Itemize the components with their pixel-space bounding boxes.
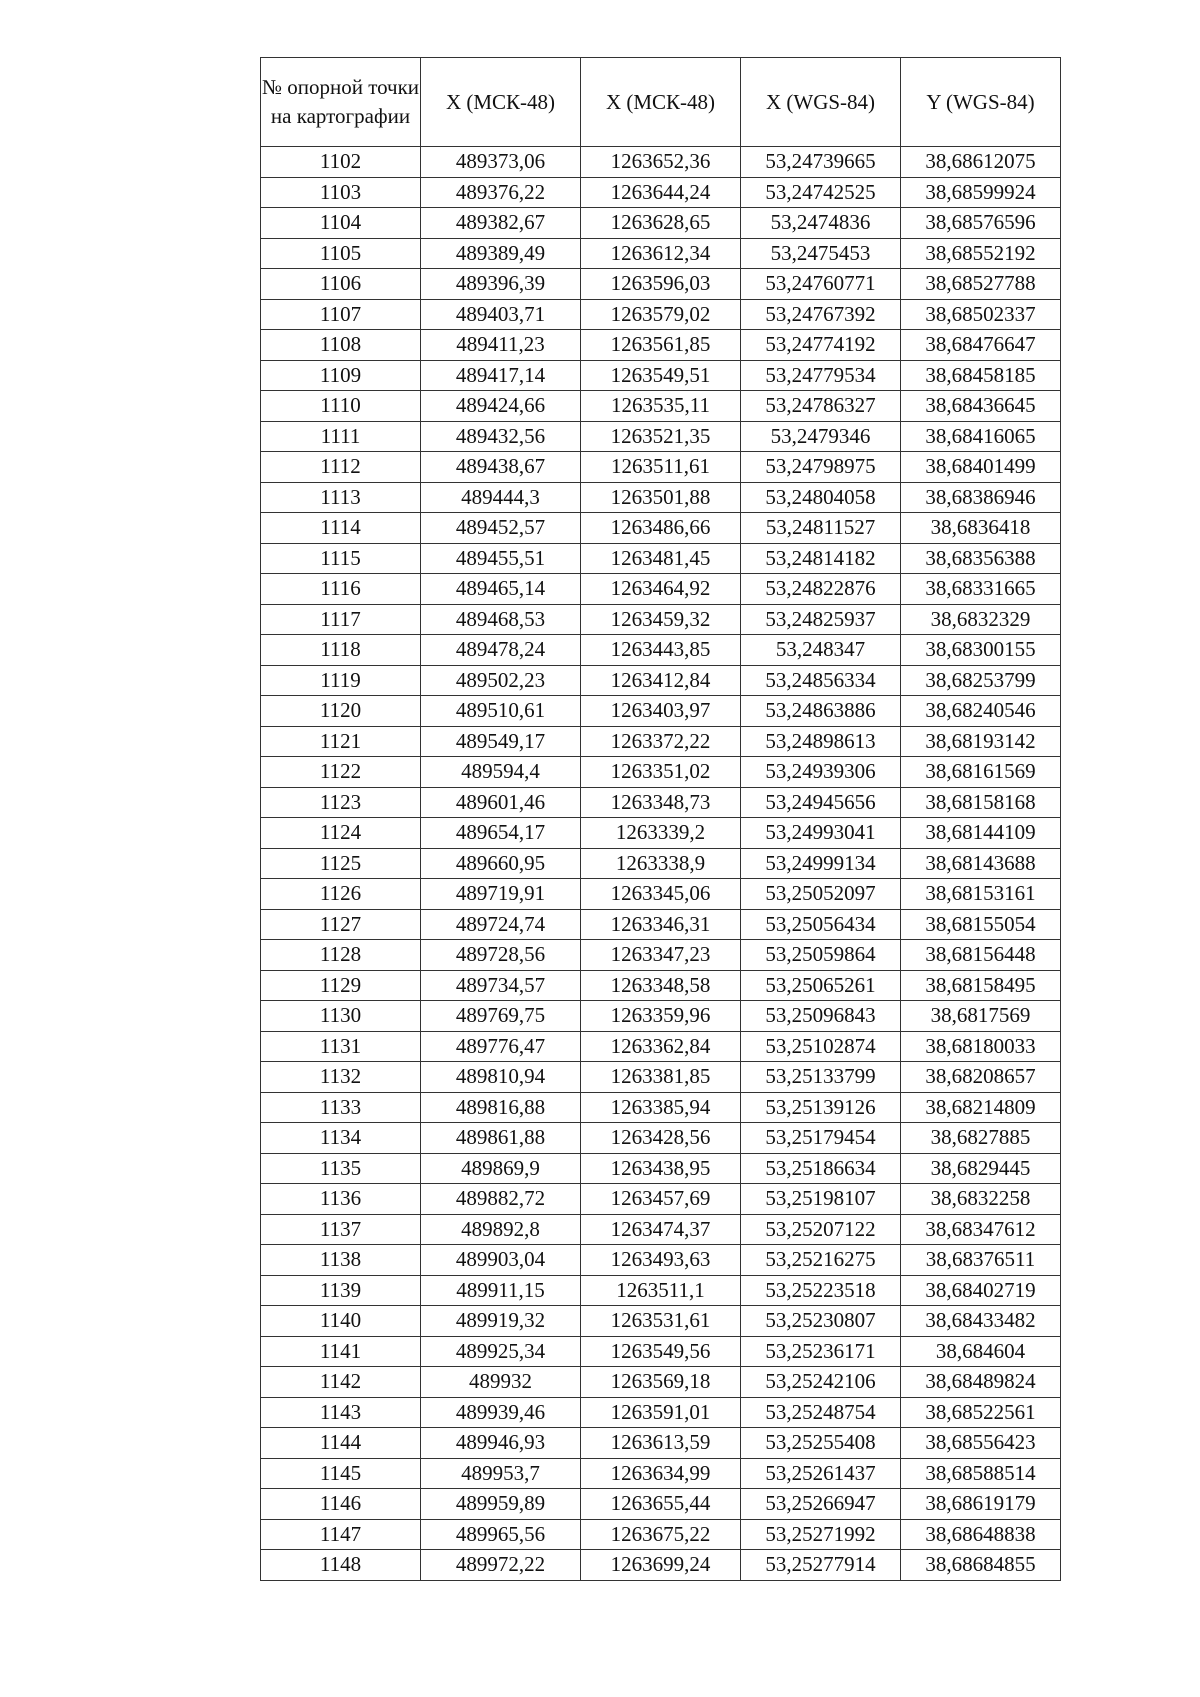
cell-y-wgs84: 38,68648838 — [901, 1519, 1061, 1550]
cell-x-wgs84: 53,25266947 — [741, 1489, 901, 1520]
cell-x-msk48-second: 1263345,06 — [581, 879, 741, 910]
cell-y-wgs84: 38,68331665 — [901, 574, 1061, 605]
cell-point-number: 1143 — [261, 1397, 421, 1428]
cell-point-number: 1137 — [261, 1214, 421, 1245]
cell-x-wgs84: 53,24999134 — [741, 848, 901, 879]
cell-x-msk48: 489972,22 — [421, 1550, 581, 1581]
cell-point-number: 1104 — [261, 208, 421, 239]
cell-x-wgs84: 53,25277914 — [741, 1550, 901, 1581]
cell-y-wgs84: 38,68502337 — [901, 299, 1061, 330]
cell-x-msk48: 489776,47 — [421, 1031, 581, 1062]
cell-x-msk48-second: 1263535,11 — [581, 391, 741, 422]
cell-point-number: 1130 — [261, 1001, 421, 1032]
cell-x-msk48: 489911,15 — [421, 1275, 581, 1306]
cell-x-msk48-second: 1263346,31 — [581, 909, 741, 940]
cell-y-wgs84: 38,68208657 — [901, 1062, 1061, 1093]
cell-x-msk48-second: 1263493,63 — [581, 1245, 741, 1276]
header-y-wgs84: Y (WGS-84) — [901, 58, 1061, 147]
cell-point-number: 1144 — [261, 1428, 421, 1459]
cell-y-wgs84: 38,68193142 — [901, 726, 1061, 757]
table-row — [261, 1336, 1061, 1367]
cell-x-msk48-second: 1263596,03 — [581, 269, 741, 300]
cell-x-msk48-second: 1263362,84 — [581, 1031, 741, 1062]
cell-x-wgs84: 53,25261437 — [741, 1458, 901, 1489]
cell-y-wgs84: 38,6829445 — [901, 1153, 1061, 1184]
table-row — [261, 1519, 1061, 1550]
cell-x-msk48: 489932 — [421, 1367, 581, 1398]
cell-point-number: 1119 — [261, 665, 421, 696]
cell-y-wgs84: 38,6827885 — [901, 1123, 1061, 1154]
table-row — [261, 1428, 1061, 1459]
cell-x-wgs84: 53,24767392 — [741, 299, 901, 330]
table-row — [261, 1153, 1061, 1184]
table-row — [261, 421, 1061, 452]
cell-x-wgs84: 53,25198107 — [741, 1184, 901, 1215]
table-row — [261, 787, 1061, 818]
cell-x-msk48-second: 1263628,65 — [581, 208, 741, 239]
table-row — [261, 940, 1061, 971]
cell-point-number: 1136 — [261, 1184, 421, 1215]
cell-y-wgs84: 38,68552192 — [901, 238, 1061, 269]
table-row — [261, 879, 1061, 910]
cell-x-wgs84: 53,24786327 — [741, 391, 901, 422]
cell-point-number: 1112 — [261, 452, 421, 483]
cell-x-msk48-second: 1263339,2 — [581, 818, 741, 849]
cell-y-wgs84: 38,68161569 — [901, 757, 1061, 788]
table-row — [261, 574, 1061, 605]
cell-x-msk48-second: 1263549,56 — [581, 1336, 741, 1367]
cell-y-wgs84: 38,68214809 — [901, 1092, 1061, 1123]
cell-x-msk48: 489816,88 — [421, 1092, 581, 1123]
cell-y-wgs84: 38,68376511 — [901, 1245, 1061, 1276]
cell-point-number: 1107 — [261, 299, 421, 330]
cell-x-msk48-second: 1263347,23 — [581, 940, 741, 971]
cell-x-msk48-second: 1263644,24 — [581, 177, 741, 208]
cell-x-wgs84: 53,2479346 — [741, 421, 901, 452]
table-row — [261, 1123, 1061, 1154]
cell-y-wgs84: 38,68489824 — [901, 1367, 1061, 1398]
table-row — [261, 1062, 1061, 1093]
cell-point-number: 1148 — [261, 1550, 421, 1581]
cell-x-msk48: 489424,66 — [421, 391, 581, 422]
cell-x-wgs84: 53,24863886 — [741, 696, 901, 727]
table-row — [261, 726, 1061, 757]
cell-point-number: 1139 — [261, 1275, 421, 1306]
cell-y-wgs84: 38,68527788 — [901, 269, 1061, 300]
cell-x-wgs84: 53,25179454 — [741, 1123, 901, 1154]
cell-point-number: 1109 — [261, 360, 421, 391]
cell-x-wgs84: 53,24760771 — [741, 269, 901, 300]
cell-x-msk48-second: 1263561,85 — [581, 330, 741, 361]
cell-x-msk48: 489549,17 — [421, 726, 581, 757]
cell-x-wgs84: 53,248347 — [741, 635, 901, 666]
cell-y-wgs84: 38,68240546 — [901, 696, 1061, 727]
cell-x-msk48-second: 1263464,92 — [581, 574, 741, 605]
cell-y-wgs84: 38,68458185 — [901, 360, 1061, 391]
cell-point-number: 1125 — [261, 848, 421, 879]
cell-x-wgs84: 53,25255408 — [741, 1428, 901, 1459]
table-row — [261, 513, 1061, 544]
cell-x-msk48-second: 1263579,02 — [581, 299, 741, 330]
cell-y-wgs84: 38,68356388 — [901, 543, 1061, 574]
cell-x-msk48-second: 1263549,51 — [581, 360, 741, 391]
cell-point-number: 1142 — [261, 1367, 421, 1398]
cell-y-wgs84: 38,68155054 — [901, 909, 1061, 940]
cell-x-wgs84: 53,24993041 — [741, 818, 901, 849]
cell-y-wgs84: 38,68156448 — [901, 940, 1061, 971]
cell-point-number: 1120 — [261, 696, 421, 727]
cell-x-msk48-second: 1263531,61 — [581, 1306, 741, 1337]
cell-x-msk48: 489810,94 — [421, 1062, 581, 1093]
table-row — [261, 177, 1061, 208]
cell-x-msk48-second: 1263459,32 — [581, 604, 741, 635]
table-row — [261, 757, 1061, 788]
cell-x-msk48: 489403,71 — [421, 299, 581, 330]
cell-x-msk48: 489376,22 — [421, 177, 581, 208]
table-row — [261, 818, 1061, 849]
cell-x-wgs84: 53,24856334 — [741, 665, 901, 696]
table-row — [261, 1214, 1061, 1245]
cell-x-msk48: 489719,91 — [421, 879, 581, 910]
cell-point-number: 1129 — [261, 970, 421, 1001]
cell-point-number: 1123 — [261, 787, 421, 818]
table-body — [261, 147, 1061, 1581]
cell-x-msk48: 489903,04 — [421, 1245, 581, 1276]
table-row — [261, 360, 1061, 391]
cell-x-msk48: 489869,9 — [421, 1153, 581, 1184]
cell-x-wgs84: 53,24811527 — [741, 513, 901, 544]
cell-x-msk48-second: 1263428,56 — [581, 1123, 741, 1154]
cell-point-number: 1147 — [261, 1519, 421, 1550]
cell-x-msk48-second: 1263501,88 — [581, 482, 741, 513]
table-row — [261, 147, 1061, 178]
header-x-msk48: X (МСК-48) — [421, 58, 581, 147]
cell-point-number: 1145 — [261, 1458, 421, 1489]
cell-x-wgs84: 53,25133799 — [741, 1062, 901, 1093]
table-row — [261, 1550, 1061, 1581]
cell-point-number: 1131 — [261, 1031, 421, 1062]
cell-x-msk48: 489965,56 — [421, 1519, 581, 1550]
cell-x-wgs84: 53,24779534 — [741, 360, 901, 391]
cell-point-number: 1141 — [261, 1336, 421, 1367]
cell-point-number: 1110 — [261, 391, 421, 422]
cell-x-msk48-second: 1263385,94 — [581, 1092, 741, 1123]
cell-point-number: 1138 — [261, 1245, 421, 1276]
cell-x-msk48: 489452,57 — [421, 513, 581, 544]
table-row — [261, 1458, 1061, 1489]
cell-y-wgs84: 38,6817569 — [901, 1001, 1061, 1032]
cell-x-wgs84: 53,24939306 — [741, 757, 901, 788]
cell-point-number: 1128 — [261, 940, 421, 971]
cell-point-number: 1135 — [261, 1153, 421, 1184]
cell-point-number: 1118 — [261, 635, 421, 666]
table-row — [261, 482, 1061, 513]
cell-x-msk48: 489892,8 — [421, 1214, 581, 1245]
cell-x-msk48-second: 1263675,22 — [581, 1519, 741, 1550]
cell-x-msk48: 489510,61 — [421, 696, 581, 727]
cell-point-number: 1132 — [261, 1062, 421, 1093]
cell-y-wgs84: 38,68143688 — [901, 848, 1061, 879]
cell-x-msk48: 489432,56 — [421, 421, 581, 452]
cell-x-msk48-second: 1263652,36 — [581, 147, 741, 178]
table-row — [261, 1275, 1061, 1306]
cell-x-msk48: 489953,7 — [421, 1458, 581, 1489]
table-row — [261, 1489, 1061, 1520]
table-row — [261, 665, 1061, 696]
cell-x-wgs84: 53,25236171 — [741, 1336, 901, 1367]
cell-x-msk48-second: 1263438,95 — [581, 1153, 741, 1184]
cell-x-wgs84: 53,24898613 — [741, 726, 901, 757]
cell-y-wgs84: 38,68386946 — [901, 482, 1061, 513]
cell-point-number: 1115 — [261, 543, 421, 574]
cell-x-msk48: 489728,56 — [421, 940, 581, 971]
cell-x-msk48: 489925,34 — [421, 1336, 581, 1367]
cell-y-wgs84: 38,68144109 — [901, 818, 1061, 849]
cell-y-wgs84: 38,6832329 — [901, 604, 1061, 635]
cell-x-msk48: 489455,51 — [421, 543, 581, 574]
cell-x-msk48-second: 1263348,73 — [581, 787, 741, 818]
coordinates-table — [260, 57, 1061, 1581]
cell-x-msk48-second: 1263457,69 — [581, 1184, 741, 1215]
cell-y-wgs84: 38,68588514 — [901, 1458, 1061, 1489]
cell-x-msk48-second: 1263612,34 — [581, 238, 741, 269]
header-point-number: № опорной точки на картографии — [261, 58, 421, 147]
cell-x-msk48-second: 1263348,58 — [581, 970, 741, 1001]
cell-point-number: 1126 — [261, 879, 421, 910]
cell-y-wgs84: 38,68619179 — [901, 1489, 1061, 1520]
table-row — [261, 1031, 1061, 1062]
cell-x-msk48: 489444,3 — [421, 482, 581, 513]
cell-x-msk48: 489601,46 — [421, 787, 581, 818]
header-x-msk48-second: X (МСК-48) — [581, 58, 741, 147]
cell-point-number: 1106 — [261, 269, 421, 300]
cell-point-number: 1122 — [261, 757, 421, 788]
cell-y-wgs84: 38,68416065 — [901, 421, 1061, 452]
cell-y-wgs84: 38,68401499 — [901, 452, 1061, 483]
cell-x-wgs84: 53,24814182 — [741, 543, 901, 574]
cell-x-msk48: 489919,32 — [421, 1306, 581, 1337]
cell-x-wgs84: 53,2474836 — [741, 208, 901, 239]
cell-x-msk48: 489417,14 — [421, 360, 581, 391]
cell-x-msk48-second: 1263443,85 — [581, 635, 741, 666]
cell-x-msk48: 489861,88 — [421, 1123, 581, 1154]
cell-x-wgs84: 53,25139126 — [741, 1092, 901, 1123]
table-row — [261, 1245, 1061, 1276]
table-row — [261, 391, 1061, 422]
cell-point-number: 1124 — [261, 818, 421, 849]
cell-point-number: 1127 — [261, 909, 421, 940]
cell-y-wgs84: 38,68612075 — [901, 147, 1061, 178]
table-row — [261, 269, 1061, 300]
cell-x-msk48: 489468,53 — [421, 604, 581, 635]
table-row — [261, 238, 1061, 269]
cell-point-number: 1116 — [261, 574, 421, 605]
table-row — [261, 452, 1061, 483]
cell-point-number: 1146 — [261, 1489, 421, 1520]
cell-y-wgs84: 38,68436645 — [901, 391, 1061, 422]
cell-x-wgs84: 53,24798975 — [741, 452, 901, 483]
cell-x-msk48: 489373,06 — [421, 147, 581, 178]
cell-y-wgs84: 38,68433482 — [901, 1306, 1061, 1337]
cell-x-msk48: 489734,57 — [421, 970, 581, 1001]
cell-x-wgs84: 53,24822876 — [741, 574, 901, 605]
cell-x-wgs84: 53,25102874 — [741, 1031, 901, 1062]
cell-x-msk48-second: 1263474,37 — [581, 1214, 741, 1245]
cell-x-msk48: 489959,89 — [421, 1489, 581, 1520]
cell-y-wgs84: 38,68347612 — [901, 1214, 1061, 1245]
cell-x-msk48: 489438,67 — [421, 452, 581, 483]
cell-y-wgs84: 38,68684855 — [901, 1550, 1061, 1581]
table-row — [261, 696, 1061, 727]
cell-x-msk48-second: 1263338,9 — [581, 848, 741, 879]
table-row — [261, 1001, 1061, 1032]
cell-x-msk48-second: 1263511,1 — [581, 1275, 741, 1306]
cell-x-msk48: 489502,23 — [421, 665, 581, 696]
cell-x-msk48-second: 1263613,59 — [581, 1428, 741, 1459]
header-x-wgs84: X (WGS-84) — [741, 58, 901, 147]
cell-x-msk48: 489882,72 — [421, 1184, 581, 1215]
table-row — [261, 1367, 1061, 1398]
header-row — [261, 58, 1061, 147]
table-row — [261, 635, 1061, 666]
table-header — [261, 58, 1061, 147]
cell-y-wgs84: 38,68253799 — [901, 665, 1061, 696]
table-row — [261, 909, 1061, 940]
cell-x-msk48-second: 1263634,99 — [581, 1458, 741, 1489]
cell-x-wgs84: 53,24945656 — [741, 787, 901, 818]
table-row — [261, 1184, 1061, 1215]
table-row — [261, 543, 1061, 574]
cell-point-number: 1111 — [261, 421, 421, 452]
cell-x-msk48-second: 1263381,85 — [581, 1062, 741, 1093]
cell-point-number: 1102 — [261, 147, 421, 178]
cell-x-msk48: 489389,49 — [421, 238, 581, 269]
cell-x-msk48-second: 1263403,97 — [581, 696, 741, 727]
cell-y-wgs84: 38,68556423 — [901, 1428, 1061, 1459]
cell-point-number: 1134 — [261, 1123, 421, 1154]
cell-x-wgs84: 53,25230807 — [741, 1306, 901, 1337]
cell-x-wgs84: 53,24804058 — [741, 482, 901, 513]
cell-x-msk48-second: 1263699,24 — [581, 1550, 741, 1581]
cell-point-number: 1140 — [261, 1306, 421, 1337]
cell-y-wgs84: 38,6836418 — [901, 513, 1061, 544]
cell-point-number: 1121 — [261, 726, 421, 757]
cell-x-wgs84: 53,25223518 — [741, 1275, 901, 1306]
cell-point-number: 1108 — [261, 330, 421, 361]
cell-x-msk48: 489396,39 — [421, 269, 581, 300]
cell-x-msk48-second: 1263655,44 — [581, 1489, 741, 1520]
cell-x-msk48-second: 1263569,18 — [581, 1367, 741, 1398]
cell-x-wgs84: 53,25248754 — [741, 1397, 901, 1428]
cell-x-wgs84: 53,25242106 — [741, 1367, 901, 1398]
cell-y-wgs84: 38,68476647 — [901, 330, 1061, 361]
cell-x-msk48: 489478,24 — [421, 635, 581, 666]
table-row — [261, 848, 1061, 879]
cell-x-msk48: 489465,14 — [421, 574, 581, 605]
cell-y-wgs84: 38,6832258 — [901, 1184, 1061, 1215]
cell-x-msk48-second: 1263351,02 — [581, 757, 741, 788]
cell-x-msk48-second: 1263521,35 — [581, 421, 741, 452]
table-row — [261, 604, 1061, 635]
cell-x-msk48: 489594,4 — [421, 757, 581, 788]
table-row — [261, 1397, 1061, 1428]
table-row — [261, 1092, 1061, 1123]
cell-y-wgs84: 38,684604 — [901, 1336, 1061, 1367]
cell-x-msk48-second: 1263591,01 — [581, 1397, 741, 1428]
cell-x-wgs84: 53,25052097 — [741, 879, 901, 910]
cell-point-number: 1117 — [261, 604, 421, 635]
cell-x-msk48-second: 1263511,61 — [581, 452, 741, 483]
cell-y-wgs84: 38,68576596 — [901, 208, 1061, 239]
cell-x-wgs84: 53,25207122 — [741, 1214, 901, 1245]
cell-point-number: 1133 — [261, 1092, 421, 1123]
cell-x-msk48: 489654,17 — [421, 818, 581, 849]
cell-point-number: 1113 — [261, 482, 421, 513]
cell-x-msk48-second: 1263486,66 — [581, 513, 741, 544]
cell-y-wgs84: 38,68522561 — [901, 1397, 1061, 1428]
table-row — [261, 208, 1061, 239]
cell-x-msk48-second: 1263372,22 — [581, 726, 741, 757]
cell-y-wgs84: 38,68300155 — [901, 635, 1061, 666]
cell-point-number: 1114 — [261, 513, 421, 544]
cell-x-wgs84: 53,2475453 — [741, 238, 901, 269]
cell-x-wgs84: 53,24825937 — [741, 604, 901, 635]
cell-y-wgs84: 38,68180033 — [901, 1031, 1061, 1062]
cell-x-wgs84: 53,25056434 — [741, 909, 901, 940]
cell-x-wgs84: 53,24739665 — [741, 147, 901, 178]
cell-y-wgs84: 38,68402719 — [901, 1275, 1061, 1306]
cell-x-wgs84: 53,24774192 — [741, 330, 901, 361]
cell-x-msk48: 489769,75 — [421, 1001, 581, 1032]
cell-point-number: 1103 — [261, 177, 421, 208]
cell-x-msk48: 489724,74 — [421, 909, 581, 940]
table-row — [261, 970, 1061, 1001]
table-row — [261, 1306, 1061, 1337]
cell-x-wgs84: 53,25096843 — [741, 1001, 901, 1032]
cell-x-wgs84: 53,25065261 — [741, 970, 901, 1001]
cell-x-wgs84: 53,25216275 — [741, 1245, 901, 1276]
table-row — [261, 330, 1061, 361]
cell-x-msk48: 489660,95 — [421, 848, 581, 879]
cell-y-wgs84: 38,68599924 — [901, 177, 1061, 208]
cell-x-msk48-second: 1263359,96 — [581, 1001, 741, 1032]
cell-x-msk48: 489946,93 — [421, 1428, 581, 1459]
cell-x-msk48: 489382,67 — [421, 208, 581, 239]
cell-x-msk48: 489939,46 — [421, 1397, 581, 1428]
cell-x-msk48-second: 1263412,84 — [581, 665, 741, 696]
cell-y-wgs84: 38,68158495 — [901, 970, 1061, 1001]
cell-x-msk48: 489411,23 — [421, 330, 581, 361]
cell-point-number: 1105 — [261, 238, 421, 269]
cell-y-wgs84: 38,68158168 — [901, 787, 1061, 818]
cell-x-wgs84: 53,25059864 — [741, 940, 901, 971]
cell-y-wgs84: 38,68153161 — [901, 879, 1061, 910]
cell-x-wgs84: 53,25186634 — [741, 1153, 901, 1184]
cell-x-wgs84: 53,25271992 — [741, 1519, 901, 1550]
cell-x-wgs84: 53,24742525 — [741, 177, 901, 208]
table-row — [261, 299, 1061, 330]
cell-x-msk48-second: 1263481,45 — [581, 543, 741, 574]
